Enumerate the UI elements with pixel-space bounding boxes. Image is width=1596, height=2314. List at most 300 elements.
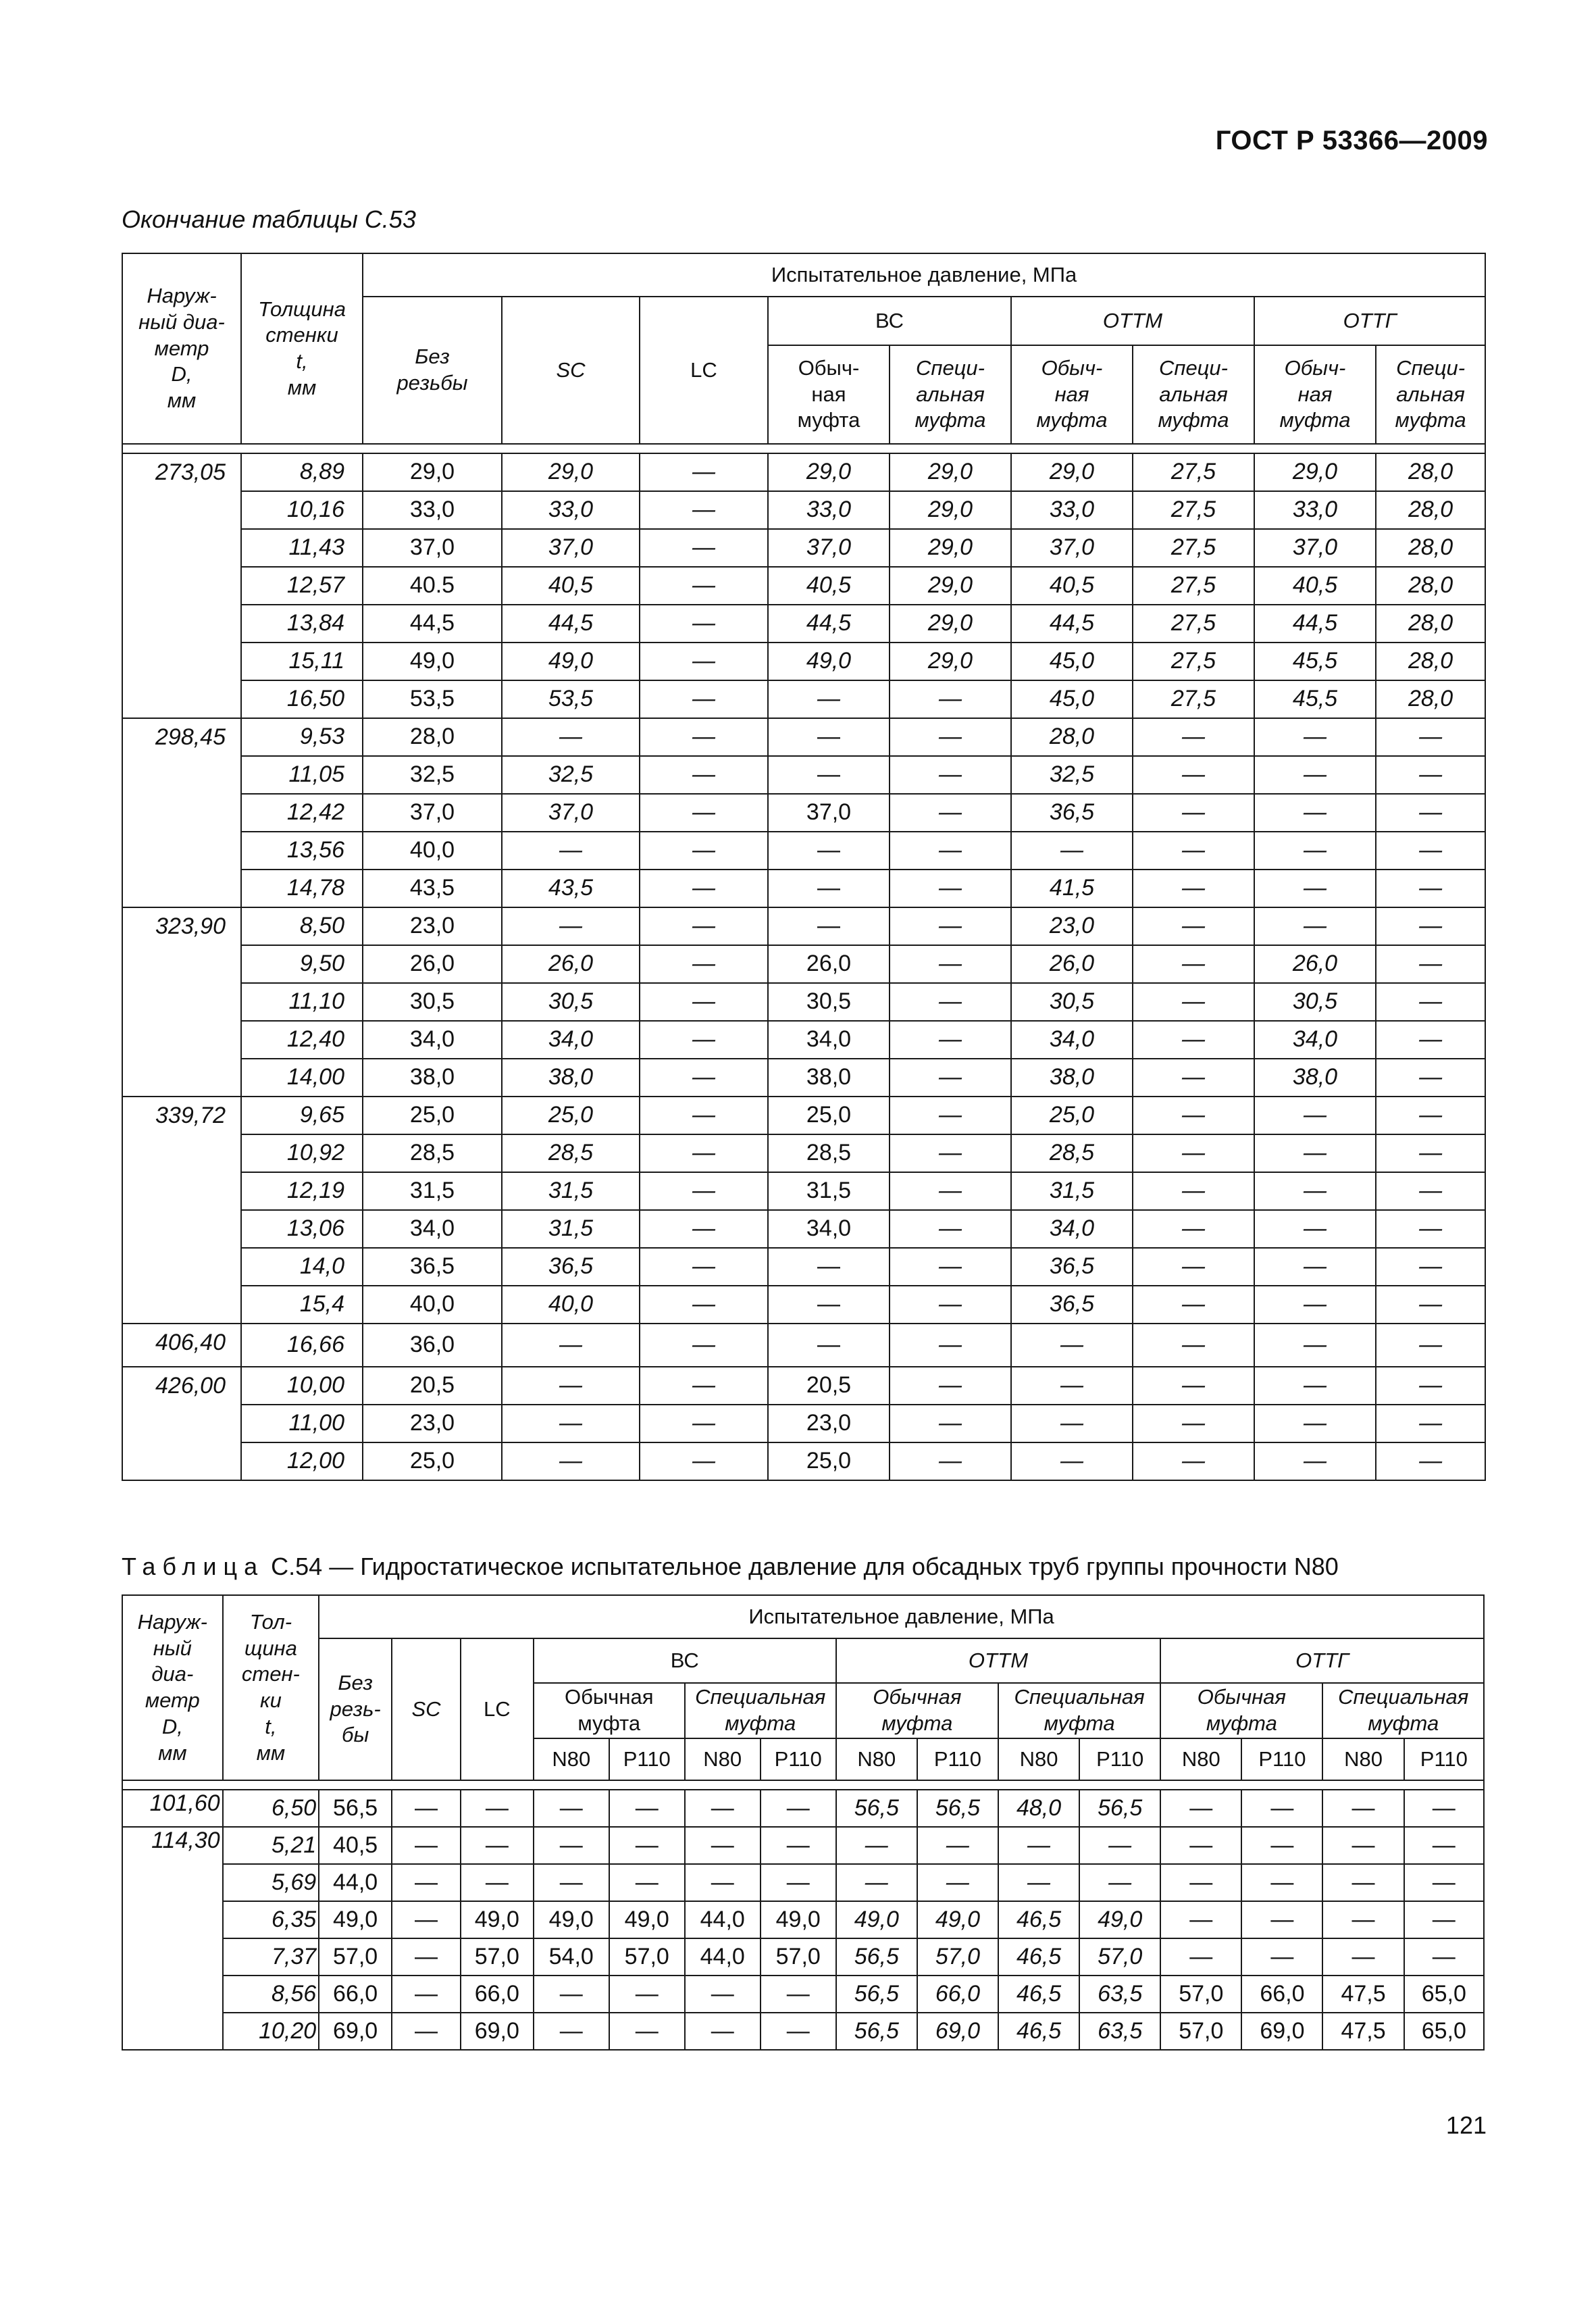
- pressure-cell: —: [768, 907, 890, 945]
- pressure-cell: 40,5: [768, 567, 890, 605]
- pressure-cell: 38,0: [502, 1059, 640, 1097]
- pressure-cell: —: [1133, 1021, 1254, 1059]
- pressure-cell: —: [890, 1134, 1011, 1172]
- pressure-cell: —: [1254, 832, 1376, 870]
- pressure-cell: 28,0: [1011, 718, 1133, 756]
- pressure-cell: 33,0: [1254, 491, 1376, 529]
- header-line: мм: [158, 1740, 187, 1765]
- table-row: [122, 1442, 1485, 1480]
- pressure-cell: 34,0: [768, 1021, 890, 1059]
- pressure-cell: —: [1322, 1938, 1404, 1976]
- col-header-grade-p110: P110: [1079, 1738, 1160, 1780]
- pressure-cell: 29,0: [890, 605, 1011, 643]
- wall-thickness-cell: 10,00: [241, 1367, 363, 1405]
- pressure-cell: —: [1133, 1367, 1254, 1405]
- pressure-cell: —: [1404, 1790, 1484, 1827]
- pressure-cell: 28,0: [1376, 491, 1485, 529]
- pressure-cell: 33,0: [502, 491, 640, 529]
- pressure-cell: —: [890, 945, 1011, 983]
- pressure-cell: 30,5: [768, 983, 890, 1021]
- pressure-cell: —: [1160, 1938, 1241, 1976]
- pressure-cell: —: [640, 1405, 768, 1442]
- pressure-cell: 53,5: [502, 680, 640, 718]
- pressure-cell: —: [768, 1324, 890, 1367]
- col-header-grade-n80: N80: [1160, 1738, 1241, 1780]
- wall-thickness-cell: 12,40: [241, 1021, 363, 1059]
- pressure-cell: 37,0: [768, 794, 890, 832]
- header-line: Тол-: [249, 1609, 292, 1634]
- table-row: [122, 1827, 1484, 1864]
- pressure-cell: —: [640, 832, 768, 870]
- pressure-cell: —: [1254, 1367, 1376, 1405]
- header-line: резьбы: [396, 371, 468, 395]
- pressure-cell: 49,0: [836, 1901, 917, 1938]
- pressure-cell: —: [640, 529, 768, 567]
- pressure-cell: —: [1376, 794, 1485, 832]
- table-row: [122, 1059, 1485, 1097]
- pressure-cell: 28,5: [502, 1134, 640, 1172]
- col-header-grade-p110: P110: [609, 1738, 685, 1780]
- col-header-ottg-c54: ОТТГ: [1160, 1638, 1484, 1683]
- pressure-cell: —: [534, 1976, 609, 2013]
- header-line: Обычная: [1197, 1685, 1286, 1709]
- col-header-bc-special: [890, 345, 1011, 444]
- pressure-cell: —: [1079, 1864, 1160, 1901]
- pressure-cell: —: [890, 1059, 1011, 1097]
- table-c54: [122, 1594, 1485, 2051]
- pressure-cell: 46,5: [998, 1901, 1079, 1938]
- pressure-cell: 57,0: [917, 1938, 998, 1976]
- pressure-cell: —: [1133, 1134, 1254, 1172]
- pressure-cell: 69,0: [917, 2013, 998, 2050]
- outer-diameter-cell: 339,72: [122, 1097, 241, 1324]
- pressure-cell: —: [502, 1324, 640, 1367]
- pressure-cell: 38,0: [1011, 1059, 1133, 1097]
- pressure-cell: 37,0: [502, 794, 640, 832]
- pressure-cell: 27,5: [1133, 680, 1254, 718]
- pressure-cell: —: [890, 907, 1011, 945]
- col-header-ottg-special: [1376, 345, 1485, 444]
- header-line: Специ-: [1159, 355, 1228, 380]
- col-header-grade-p110: P110: [1241, 1738, 1322, 1780]
- col-header-grade-n80: N80: [534, 1738, 609, 1780]
- wall-thickness-cell: 8,56: [223, 1976, 319, 2013]
- pressure-cell: 27,5: [1133, 491, 1254, 529]
- pressure-cell: —: [392, 1790, 461, 1827]
- pressure-cell: —: [392, 1938, 461, 1976]
- pressure-cell: 44,0: [319, 1864, 392, 1901]
- col-header-outer-diameter-c54: [122, 1595, 223, 1780]
- table-c54-caption: [122, 1553, 1339, 1581]
- pressure-cell: —: [640, 1172, 768, 1210]
- col-header-lc: LC: [640, 297, 768, 444]
- wall-thickness-cell: 14,78: [241, 870, 363, 907]
- pressure-cell: 57,0: [461, 1938, 534, 1976]
- table-row: [122, 907, 1485, 945]
- pressure-cell: —: [890, 1172, 1011, 1210]
- pressure-cell: —: [1160, 1901, 1241, 1938]
- pressure-cell: —: [768, 680, 890, 718]
- outer-diameter-cell: 298,45: [122, 718, 241, 907]
- pressure-cell: —: [1322, 1864, 1404, 1901]
- pressure-cell: —: [1404, 1864, 1484, 1901]
- pressure-cell: 47,5: [1322, 2013, 1404, 2050]
- pressure-cell: —: [1376, 1134, 1485, 1172]
- pressure-cell: 45,0: [1011, 680, 1133, 718]
- pressure-cell: 25,0: [363, 1442, 502, 1480]
- header-line: ки: [259, 1688, 282, 1712]
- pressure-cell: —: [1404, 1901, 1484, 1938]
- col-header-no-thread: [363, 297, 502, 444]
- pressure-cell: —: [1011, 1405, 1133, 1442]
- wall-thickness-cell: 11,10: [241, 983, 363, 1021]
- pressure-cell: 37,0: [363, 794, 502, 832]
- outer-diameter-cell: 101,60: [122, 1790, 223, 1827]
- pressure-cell: 44,5: [768, 605, 890, 643]
- header-line: Обыч-: [1041, 355, 1103, 380]
- table-row: [122, 2013, 1484, 2050]
- pressure-cell: —: [1376, 1210, 1485, 1248]
- pressure-cell: 23,0: [768, 1405, 890, 1442]
- table-row: [122, 1097, 1485, 1134]
- pressure-cell: 28,5: [768, 1134, 890, 1172]
- col-header-ottg: ОТТГ: [1254, 297, 1485, 345]
- pressure-cell: 20,5: [768, 1367, 890, 1405]
- pressure-cell: 43,5: [502, 870, 640, 907]
- pressure-cell: 31,5: [768, 1172, 890, 1210]
- pressure-cell: —: [1376, 870, 1485, 907]
- pressure-cell: —: [640, 945, 768, 983]
- pressure-cell: 57,0: [609, 1938, 685, 1976]
- pressure-cell: 31,5: [1011, 1172, 1133, 1210]
- pressure-cell: 27,5: [1133, 643, 1254, 680]
- header-line: Специальная: [695, 1685, 826, 1709]
- header-line: Обыч-: [1284, 355, 1346, 380]
- pressure-cell: —: [640, 567, 768, 605]
- header-line: муфта: [577, 1711, 641, 1735]
- header-line: t,: [265, 1714, 277, 1738]
- pressure-cell: 30,5: [502, 983, 640, 1021]
- table-row: [122, 870, 1485, 907]
- col-header-ottg-regular: [1254, 345, 1376, 444]
- table-row: [122, 529, 1485, 567]
- wall-thickness-cell: 5,21: [223, 1827, 319, 1864]
- pressure-cell: 53,5: [363, 680, 502, 718]
- header-line: муфта: [1279, 408, 1351, 432]
- pressure-cell: 30,5: [363, 983, 502, 1021]
- header-line: Без: [415, 345, 450, 369]
- header-line: муфта: [1395, 408, 1466, 432]
- col-header-lc-c54: LC: [461, 1638, 534, 1780]
- col-header-ottm-special-c54: [998, 1683, 1160, 1738]
- col-header-grade-p110: P110: [917, 1738, 998, 1780]
- pressure-cell: —: [534, 2013, 609, 2050]
- col-header-bc-regular-c54: [534, 1683, 685, 1738]
- wall-thickness-cell: 6,35: [223, 1901, 319, 1938]
- header-line: альная: [1159, 382, 1228, 406]
- pressure-cell: 69,0: [1241, 2013, 1322, 2050]
- table-c54-caption-label: Таблица: [122, 1553, 265, 1580]
- pressure-cell: —: [502, 1367, 640, 1405]
- outer-diameter-cell: 273,05: [122, 453, 241, 718]
- wall-thickness-cell: 12,57: [241, 567, 363, 605]
- pressure-cell: —: [609, 1827, 685, 1864]
- pressure-cell: —: [1376, 1286, 1485, 1324]
- pressure-cell: 26,0: [1254, 945, 1376, 983]
- pressure-cell: —: [768, 718, 890, 756]
- pressure-cell: 48,0: [998, 1790, 1079, 1827]
- pressure-cell: 54,0: [534, 1938, 609, 1976]
- wall-thickness-cell: 13,56: [241, 832, 363, 870]
- wall-thickness-cell: 8,89: [241, 453, 363, 491]
- outer-diameter-cell: 114,30: [122, 1827, 223, 2050]
- pressure-cell: 31,5: [502, 1210, 640, 1248]
- pressure-cell: 25,0: [1011, 1097, 1133, 1134]
- pressure-cell: —: [1376, 1248, 1485, 1286]
- pressure-cell: —: [502, 832, 640, 870]
- pressure-cell: —: [1254, 1097, 1376, 1134]
- pressure-cell: 40,5: [319, 1827, 392, 1864]
- pressure-cell: 66,0: [319, 1976, 392, 2013]
- pressure-cell: —: [640, 983, 768, 1021]
- pressure-cell: 34,0: [1011, 1021, 1133, 1059]
- pressure-cell: 49,0: [319, 1901, 392, 1938]
- pressure-cell: —: [998, 1864, 1079, 1901]
- pressure-cell: —: [890, 1286, 1011, 1324]
- pressure-cell: —: [1133, 870, 1254, 907]
- pressure-cell: —: [761, 1976, 836, 2013]
- header-line: мм: [167, 388, 197, 413]
- pressure-cell: 27,5: [1133, 529, 1254, 567]
- pressure-cell: 28,0: [1376, 453, 1485, 491]
- header-line: муфта: [725, 1711, 796, 1735]
- header-line: Обыч-: [798, 355, 860, 380]
- wall-thickness-cell: 8,50: [241, 907, 363, 945]
- pressure-cell: —: [1133, 1210, 1254, 1248]
- pressure-cell: —: [1404, 1827, 1484, 1864]
- col-header-test-pressure-c54: Испытательное давление, МПа: [319, 1595, 1484, 1638]
- wall-thickness-cell: 7,37: [223, 1938, 319, 1976]
- pressure-cell: 38,0: [768, 1059, 890, 1097]
- pressure-cell: 37,0: [768, 529, 890, 567]
- pressure-cell: 45,5: [1254, 643, 1376, 680]
- wall-thickness-cell: 15,11: [241, 643, 363, 680]
- pressure-cell: —: [768, 1286, 890, 1324]
- pressure-cell: —: [890, 756, 1011, 794]
- header-line: Специ-: [916, 355, 985, 380]
- pressure-cell: —: [1376, 907, 1485, 945]
- pressure-cell: —: [1322, 1827, 1404, 1864]
- table-row: [122, 1790, 1484, 1827]
- pressure-cell: 49,0: [461, 1901, 534, 1938]
- pressure-cell: —: [890, 794, 1011, 832]
- wall-thickness-cell: 13,84: [241, 605, 363, 643]
- table-row: [122, 643, 1485, 680]
- header-line: муфта: [1036, 408, 1108, 432]
- pressure-cell: 49,0: [502, 643, 640, 680]
- pressure-cell: 69,0: [461, 2013, 534, 2050]
- pressure-cell: 31,5: [502, 1172, 640, 1210]
- pressure-cell: 65,0: [1404, 2013, 1484, 2050]
- pressure-cell: —: [640, 870, 768, 907]
- pressure-cell: 33,0: [1011, 491, 1133, 529]
- header-line: бы: [342, 1723, 369, 1747]
- pressure-cell: 63,5: [1079, 2013, 1160, 2050]
- pressure-cell: 40.5: [363, 567, 502, 605]
- col-header-ottm-c54: ОТТМ: [836, 1638, 1161, 1683]
- col-header-ottm-regular: [1011, 345, 1133, 444]
- pressure-cell: 57,0: [319, 1938, 392, 1976]
- pressure-cell: —: [1241, 1790, 1322, 1827]
- table-row: [122, 1938, 1484, 1976]
- pressure-cell: —: [640, 1248, 768, 1286]
- col-header-bc-c54: ВС: [534, 1638, 836, 1683]
- pressure-cell: 69,0: [319, 2013, 392, 2050]
- pressure-cell: —: [1254, 794, 1376, 832]
- pressure-cell: —: [1011, 1442, 1133, 1480]
- pressure-cell: 66,0: [461, 1976, 534, 2013]
- wall-thickness-cell: 9,65: [241, 1097, 363, 1134]
- pressure-cell: —: [890, 983, 1011, 1021]
- pressure-cell: —: [1133, 1097, 1254, 1134]
- col-header-outer-diameter: [122, 253, 241, 444]
- pressure-cell: 26,0: [502, 945, 640, 983]
- pressure-cell: —: [836, 1864, 917, 1901]
- header-line: муфта: [797, 408, 860, 432]
- header-line: муфта: [1044, 1711, 1115, 1735]
- pressure-cell: —: [1254, 1442, 1376, 1480]
- wall-thickness-cell: 13,06: [241, 1210, 363, 1248]
- pressure-cell: —: [685, 2013, 761, 2050]
- pressure-cell: 29,0: [890, 567, 1011, 605]
- pressure-cell: —: [1133, 1059, 1254, 1097]
- table-row: [122, 794, 1485, 832]
- header-line: ная: [1054, 382, 1089, 406]
- pressure-cell: 30,5: [1011, 983, 1133, 1021]
- pressure-cell: —: [640, 1286, 768, 1324]
- wall-thickness-cell: 9,50: [241, 945, 363, 983]
- pressure-cell: —: [1254, 1248, 1376, 1286]
- pressure-cell: —: [768, 756, 890, 794]
- pressure-cell: —: [836, 1827, 917, 1864]
- pressure-cell: 32,5: [1011, 756, 1133, 794]
- pressure-cell: —: [1254, 1324, 1376, 1367]
- header-line: метр: [145, 1688, 200, 1712]
- pressure-cell: —: [685, 1976, 761, 2013]
- wall-thickness-cell: 14,00: [241, 1059, 363, 1097]
- pressure-cell: 28,0: [1376, 680, 1485, 718]
- pressure-cell: 45,0: [1011, 643, 1133, 680]
- table-row: [122, 983, 1485, 1021]
- pressure-cell: 66,0: [1241, 1976, 1322, 2013]
- table-row: [122, 1901, 1484, 1938]
- pressure-cell: 57,0: [1160, 1976, 1241, 2013]
- pressure-cell: —: [890, 870, 1011, 907]
- table-c53: [122, 253, 1486, 1481]
- pressure-cell: —: [461, 1864, 534, 1901]
- pressure-cell: 26,0: [363, 945, 502, 983]
- pressure-cell: —: [609, 2013, 685, 2050]
- pressure-cell: 25,0: [768, 1097, 890, 1134]
- pressure-cell: —: [890, 1367, 1011, 1405]
- header-line: стен-: [241, 1662, 300, 1686]
- pressure-cell: 31,5: [363, 1172, 502, 1210]
- pressure-cell: 40,5: [502, 567, 640, 605]
- wall-thickness-cell: 15,4: [241, 1286, 363, 1324]
- pressure-cell: —: [1133, 1442, 1254, 1480]
- pressure-cell: —: [640, 1367, 768, 1405]
- wall-thickness-cell: 16,50: [241, 680, 363, 718]
- pressure-cell: 30,5: [1254, 983, 1376, 1021]
- col-header-grade-p110: P110: [1404, 1738, 1484, 1780]
- pressure-cell: 27,5: [1133, 567, 1254, 605]
- pressure-cell: —: [609, 1864, 685, 1901]
- pressure-cell: —: [890, 1210, 1011, 1248]
- pressure-cell: 29,0: [502, 453, 640, 491]
- header-line: D,: [171, 362, 192, 386]
- header-line: щина: [244, 1636, 297, 1660]
- pressure-cell: —: [1011, 1367, 1133, 1405]
- pressure-cell: —: [392, 1976, 461, 2013]
- pressure-cell: —: [998, 1827, 1079, 1864]
- pressure-cell: —: [1133, 983, 1254, 1021]
- pressure-cell: —: [1133, 1324, 1254, 1367]
- pressure-cell: —: [1376, 1405, 1485, 1442]
- pressure-cell: —: [1322, 1901, 1404, 1938]
- pressure-cell: —: [392, 2013, 461, 2050]
- wall-thickness-cell: 12,00: [241, 1442, 363, 1480]
- table-row: [122, 1248, 1485, 1286]
- pressure-cell: 40,5: [1254, 567, 1376, 605]
- col-header-sc: SC: [502, 297, 640, 444]
- header-line: муфта: [1158, 408, 1229, 432]
- pressure-cell: —: [534, 1827, 609, 1864]
- pressure-cell: —: [640, 1059, 768, 1097]
- pressure-cell: 32,5: [502, 756, 640, 794]
- table-row: [122, 1864, 1484, 1901]
- pressure-cell: —: [685, 1827, 761, 1864]
- col-header-wall-thickness-c54: [223, 1595, 319, 1780]
- header-line: Без: [338, 1670, 373, 1694]
- pressure-cell: 29,0: [890, 529, 1011, 567]
- pressure-cell: 29,0: [768, 453, 890, 491]
- header-line: муфта: [1368, 1711, 1439, 1735]
- table-row: [122, 605, 1485, 643]
- pressure-cell: —: [890, 680, 1011, 718]
- pressure-cell: 40,0: [502, 1286, 640, 1324]
- pressure-cell: —: [890, 1097, 1011, 1134]
- col-header-grade-n80: N80: [836, 1738, 917, 1780]
- pressure-cell: 46,5: [998, 1976, 1079, 2013]
- pressure-cell: —: [640, 1097, 768, 1134]
- table-row: [122, 1324, 1485, 1367]
- pressure-cell: 56,5: [836, 1790, 917, 1827]
- wall-thickness-cell: 10,20: [223, 2013, 319, 2050]
- pressure-cell: —: [1254, 1405, 1376, 1442]
- pressure-cell: —: [768, 1248, 890, 1286]
- pressure-cell: 34,0: [1254, 1021, 1376, 1059]
- pressure-cell: —: [1376, 1442, 1485, 1480]
- header-line: ная: [811, 382, 846, 406]
- header-line: муфта: [881, 1711, 953, 1735]
- standard-number: ГОСТ Р 53366—2009: [1215, 126, 1488, 155]
- pressure-cell: —: [890, 832, 1011, 870]
- pressure-cell: —: [502, 907, 640, 945]
- pressure-cell: —: [502, 718, 640, 756]
- pressure-cell: 37,0: [363, 529, 502, 567]
- pressure-cell: 34,0: [363, 1210, 502, 1248]
- pressure-cell: —: [768, 870, 890, 907]
